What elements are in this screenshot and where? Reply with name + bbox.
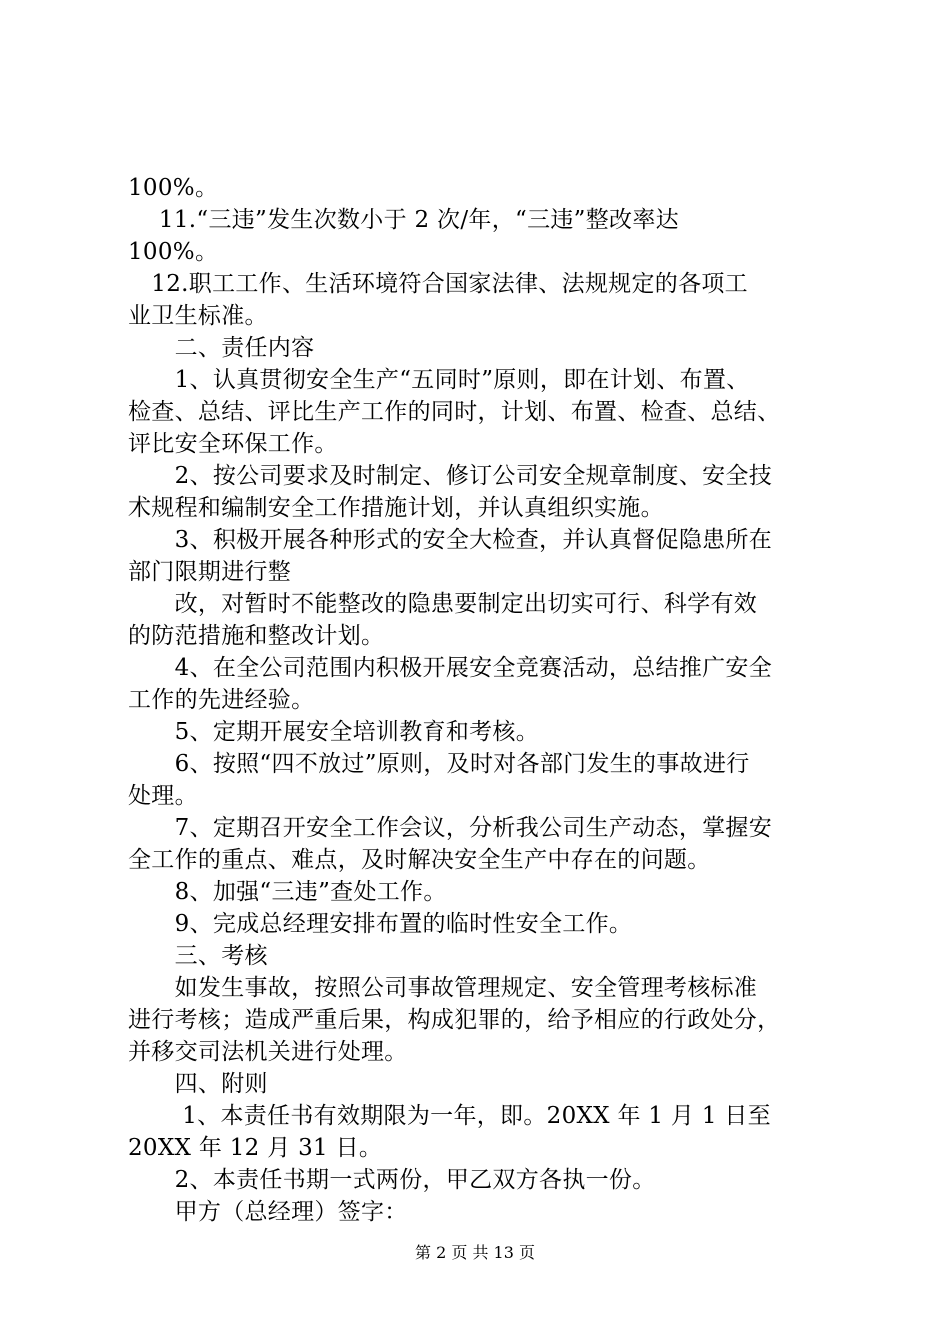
text-line: 100%。 <box>128 175 219 201</box>
section-heading: 三、考核 <box>128 943 268 969</box>
text-line: 进行考核；造成严重后果，构成犯罪的，给予相应的行政处分， <box>128 1007 781 1033</box>
text-line: 8、加强“三违”查处工作。 <box>128 879 447 905</box>
text-line: 100%。 <box>128 239 219 265</box>
section-heading: 四、附则 <box>128 1071 268 1097</box>
text-line: 如发生事故，按照公司事故管理规定、安全管理考核标准 <box>128 975 758 1001</box>
section-heading: 二、责任内容 <box>128 335 315 361</box>
text-line: 1、本责任书有效期限为一年，即。20XX 年 1 月 1 日至 <box>128 1103 771 1129</box>
text-line: 7、定期召开安全工作会议，分析我公司生产动态，掌握安 <box>128 815 773 841</box>
text-line: 6、按照“四不放过”原则，及时对各部门发生的事故进行 <box>128 751 750 777</box>
text-line: 12.职工工作、生活环境符合国家法律、法规规定的各项工 <box>128 271 748 297</box>
text-line: 2、本责任书期一式两份，甲乙双方各执一份。 <box>128 1167 656 1193</box>
text-line: 2、按公司要求及时制定、修订公司安全规章制度、安全技 <box>128 463 773 489</box>
text-line: 20XX 年 12 月 31 日。 <box>128 1135 383 1161</box>
text-line: 工作的先进经验。 <box>128 687 315 713</box>
text-line: 11.“三违”发生次数小于 2 次/年，“三违”整改率达 <box>128 207 679 233</box>
text-line: 1、认真贯彻安全生产“五同时”原则，即在计划、布置、 <box>128 367 750 393</box>
document-body <box>128 172 840 1228</box>
text-line: 业卫生标准。 <box>128 303 268 329</box>
text-line: 检查、总结、评比生产工作的同时，计划、布置、检查、总结、 <box>128 399 781 425</box>
page-footer: 第 2 页 共 13 页 <box>415 1243 535 1262</box>
text-line: 术规程和编制安全工作措施计划，并认真组织实施。 <box>128 495 664 521</box>
text-line: 的防范措施和整改计划。 <box>128 623 385 649</box>
text-line: 3、积极开展各种形式的安全大检查，并认真督促隐患所在 <box>128 527 773 553</box>
text-line: 改，对暂时不能整改的隐患要制定出切实可行、科学有效 <box>128 591 758 617</box>
text-line: 4、在全公司范围内积极开展安全竞赛活动，总结推广安全 <box>128 655 773 681</box>
signature-line: 甲方（总经理）签字： <box>128 1199 408 1225</box>
text-line: 评比安全环保工作。 <box>128 431 338 457</box>
text-line: 9、完成总经理安排布置的临时性安全工作。 <box>128 911 633 937</box>
text-line: 并移交司法机关进行处理。 <box>128 1039 408 1065</box>
text-line: 全工作的重点、难点，及时解决安全生产中存在的问题。 <box>128 847 711 873</box>
text-line: 5、定期开展安全培训教育和考核。 <box>128 719 540 745</box>
text-line: 处理。 <box>128 783 198 809</box>
text-line: 部门限期进行整 <box>128 559 292 585</box>
